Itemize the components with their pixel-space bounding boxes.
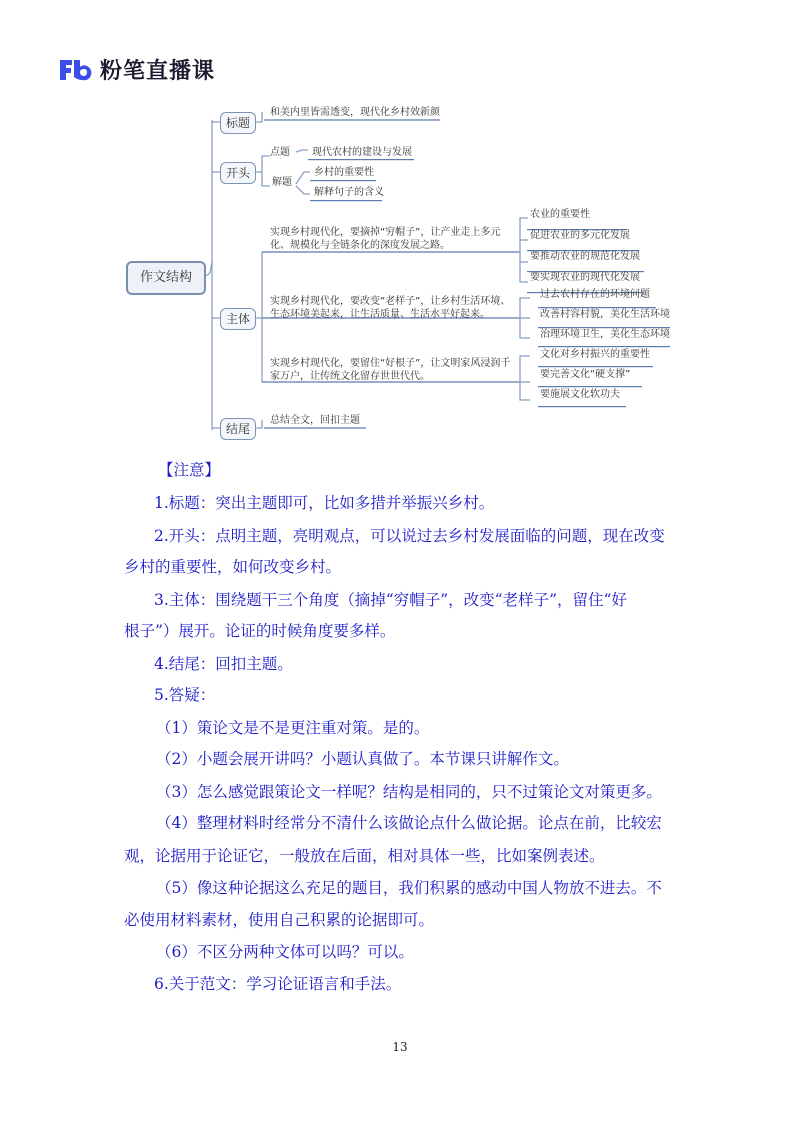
ending-leaf: 总结全文，回扣主题 [270,415,360,426]
body-group-3-line: 实现乡村现代化，要留住“好根子”，让文明家风浸润千 [270,358,511,369]
body-group-1-line: 实现乡村现代化，要摘掉“穷帽子”，让产业走上多元 [270,227,501,238]
intro-point-label: 点题 [270,147,290,158]
body-group-2-line: 生态环境美起来，让生活质量、生活水平好起来。 [270,309,490,320]
body-group-1-sub: 农业的重要性 [530,209,590,220]
note-item: 2.开头：点明主题，亮明观点，可以说过去乡村发展面临的问题，现在改变 [154,527,665,545]
qa-item-cont: 观，论据用于论证它，一般放在后面，相对具体一些，比如案例表述。 [124,847,605,865]
qa-item: （6）不区分两种文体可以吗？可以。 [156,943,414,961]
structure-mindmap [0,0,800,460]
body-group-1-sub: 要实现农业的现代化发展 [530,272,640,283]
brand-name: 粉笔直播课 [100,59,216,84]
branch-body: 主体 [220,308,256,330]
intro-explain-item: 乡村的重要性 [314,167,374,178]
note-item: 6.关于范文：学习论证语言和手法。 [154,975,402,993]
notes-heading: 【注意】 [158,461,221,479]
intro-explain-label: 解题 [272,177,292,188]
body-group-2-sub: 改善村容村貌，美化生活环境 [540,309,670,320]
page-number: 13 [392,1040,408,1054]
branch-title: 标题 [220,112,256,134]
body-group-3-sub: 要完善文化“硬支撑” [540,369,631,380]
body-group-3-sub: 要施展文化软功夫 [540,389,620,400]
note-item: 1.标题：突出主题即可，比如多措并举振兴乡村。 [154,494,495,512]
note-item-cont: 乡村的重要性，如何改变乡村。 [124,558,342,576]
body-group-3-sub: 文化对乡村振兴的重要性 [540,349,650,360]
title-leaf: 和美内里皆需透变，现代化乡村效新颜 [270,107,440,118]
body-group-3-line: 家万户，让传统文化留存世世代代。 [270,371,430,382]
qa-item-cont: 必使用材料素材，使用自己积累的论据即可。 [124,911,435,929]
qa-item: （5）像这种论据这么充足的题目，我们积累的感动中国人物放不进去。不 [156,879,662,897]
mindmap-root: 作文结构 [126,261,206,295]
qa-item: （4）整理材料时经常分不清什么该做论点什么做论据。论点在前，比较宏 [156,814,662,832]
body-group-2-sub: 过去农村存在的环境问题 [540,289,650,300]
body-group-1-sub: 要推动农业的规范化发展 [530,251,640,262]
intro-explain-item: 解释句子的含义 [314,187,384,198]
qa-item: （2）小题会展开讲吗？小题认真做了。本节课只讲解作文。 [156,750,569,768]
intro-point: 现代农村的建设与发展 [312,147,412,158]
body-group-1-line: 化、规模化与全链条化的深度发展之路。 [270,240,450,251]
body-group-1-sub: 促进农业的多元化发展 [530,230,630,241]
note-item-cont: 根子”）展开。论证的时候角度要多样。 [124,622,396,640]
body-group-2-sub: 治理环境卫生，美化生态环境 [540,329,670,340]
note-item: 3.主体：围绕题干三个角度（摘掉“穷帽子”，改变“老样子”，留住“好 [154,591,627,609]
qa-item: （1）策论文是不是更注重对策。是的。 [156,719,430,737]
branch-ending: 结尾 [220,418,256,440]
note-item: 5.答疑： [154,686,216,704]
qa-item: （3）怎么感觉跟策论文一样呢？结构是相同的，只不过策论文对策更多。 [156,783,662,801]
body-group-2-line: 实现乡村现代化，要改变“老样子”，让乡村生活环境、 [270,296,511,307]
note-item: 4.结尾：回扣主题。 [154,655,293,673]
branch-intro: 开头 [220,162,256,184]
